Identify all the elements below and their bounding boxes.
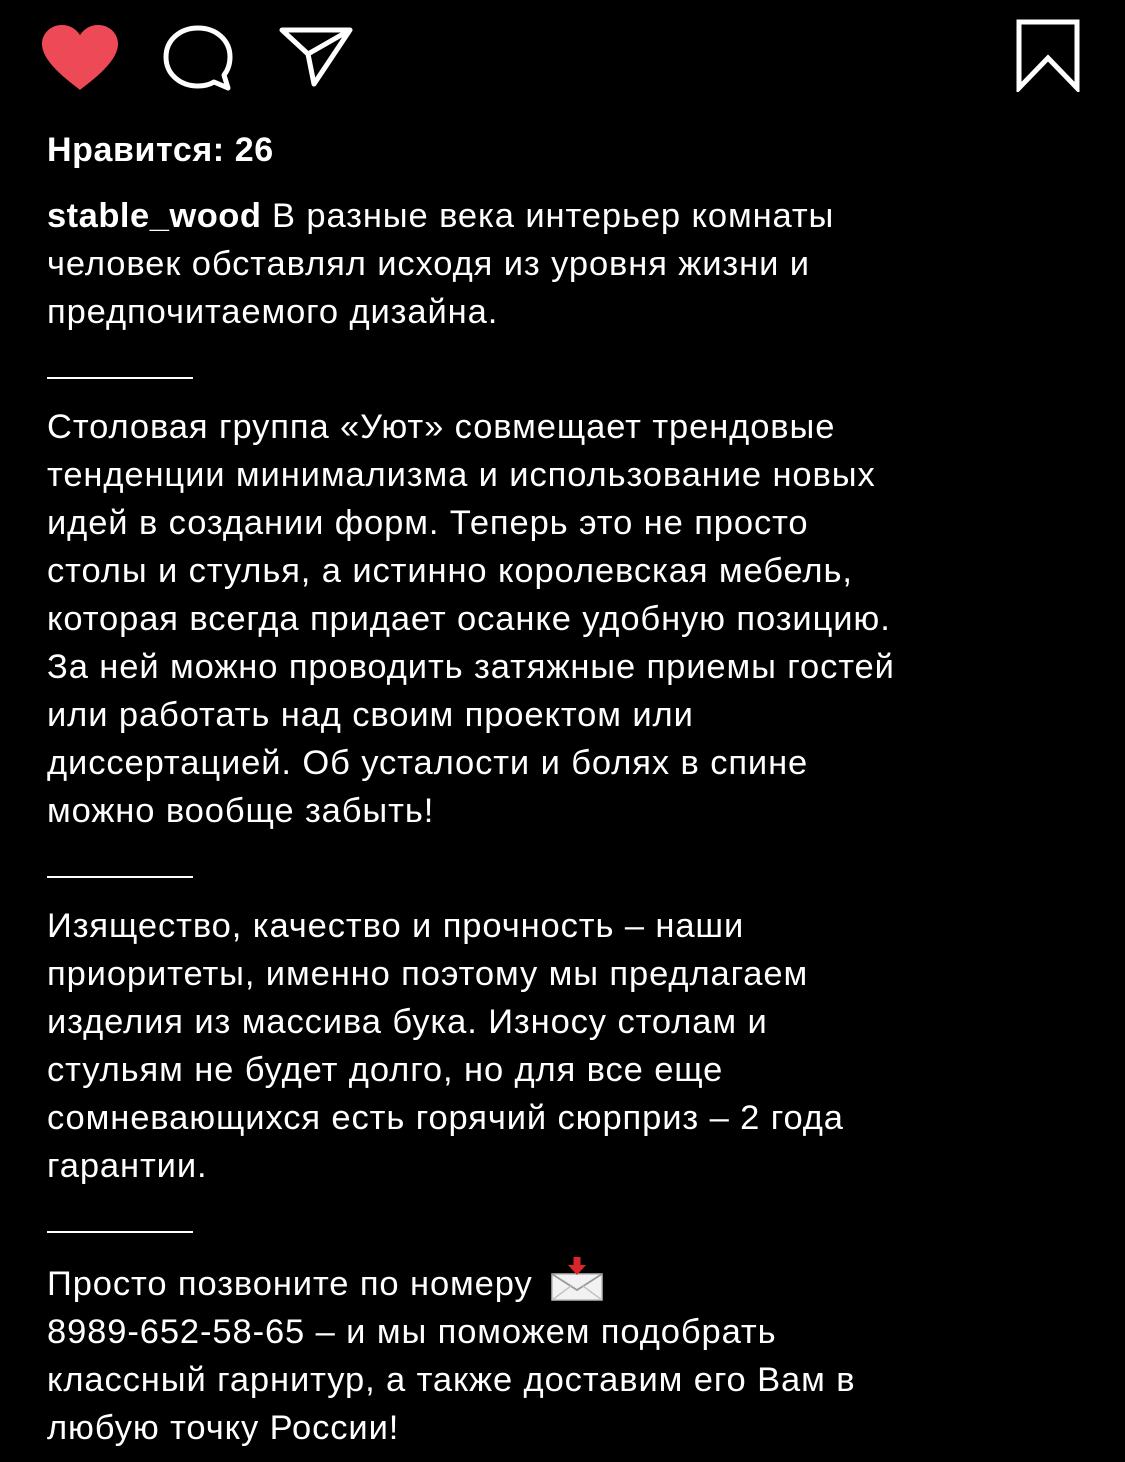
paper-plane-icon[interactable] — [278, 24, 354, 88]
caption-text: Изящество, качество и прочность – наши — [47, 907, 745, 945]
incoming-envelope-icon — [549, 1257, 605, 1301]
caption-text: можно вообще забыть! — [47, 792, 435, 830]
caption-text: тенденции минимализма и использование новых — [47, 456, 876, 494]
divider — [47, 1231, 193, 1233]
caption-paragraph-4 — [47, 1257, 1107, 1452]
caption-text: любую точку России! — [47, 1409, 400, 1447]
caption-intro — [47, 192, 1107, 336]
caption-paragraph-3 — [47, 902, 1107, 1190]
caption-text: За ней можно проводить затяжные приемы гостей — [47, 648, 895, 686]
caption-text: сомневающихся есть горячий сюрприз – 2 года — [47, 1099, 844, 1137]
divider — [47, 876, 193, 878]
caption-text: столы и стулья, а истинно королевская мебель, — [47, 552, 853, 590]
caption-text: 8989-652-58-65 – и мы поможем подобрать — [47, 1313, 777, 1351]
username-link[interactable]: stable_wood — [47, 197, 262, 235]
caption-text: Просто позвоните по номеру — [47, 1265, 544, 1303]
caption-text: диссертацией. Об усталости и болях в спине — [47, 744, 809, 782]
divider — [47, 377, 193, 379]
bookmark-icon[interactable] — [1014, 18, 1082, 92]
post-content — [47, 124, 1107, 1452]
caption-text: или работать над своим проектом или — [47, 696, 694, 734]
caption-text: Столовая группа «Уют» совмещает трендовые — [47, 408, 836, 446]
caption-text: стульям не будет долго, но для все еще — [47, 1051, 724, 1089]
likes-count[interactable]: Нравится: 26 — [47, 131, 274, 169]
post-action-bar — [0, 0, 1125, 110]
caption-text: которая всегда придает осанке удобную позицию. — [47, 600, 891, 638]
heart-icon[interactable] — [40, 24, 120, 92]
caption-paragraph-2 — [47, 403, 1107, 835]
comment-bubble-icon[interactable] — [160, 24, 236, 94]
caption-text: гарантии. — [47, 1147, 208, 1185]
caption-text: изделия из массива бука. Износу столам и — [47, 1003, 768, 1041]
caption-text: приоритеты, именно поэтому мы предлагаем — [47, 955, 809, 993]
caption-text: идей в создании форм. Теперь это не просто — [47, 504, 809, 542]
caption-text: классный гарнитур, а также доставим его Вам в — [47, 1361, 856, 1399]
caption-text: В разные века интерьер комнаты — [261, 197, 835, 235]
caption-text: предпочитаемого дизайна. — [47, 293, 499, 331]
caption-text: человек обставлял исходя из уровня жизни и — [47, 245, 810, 283]
